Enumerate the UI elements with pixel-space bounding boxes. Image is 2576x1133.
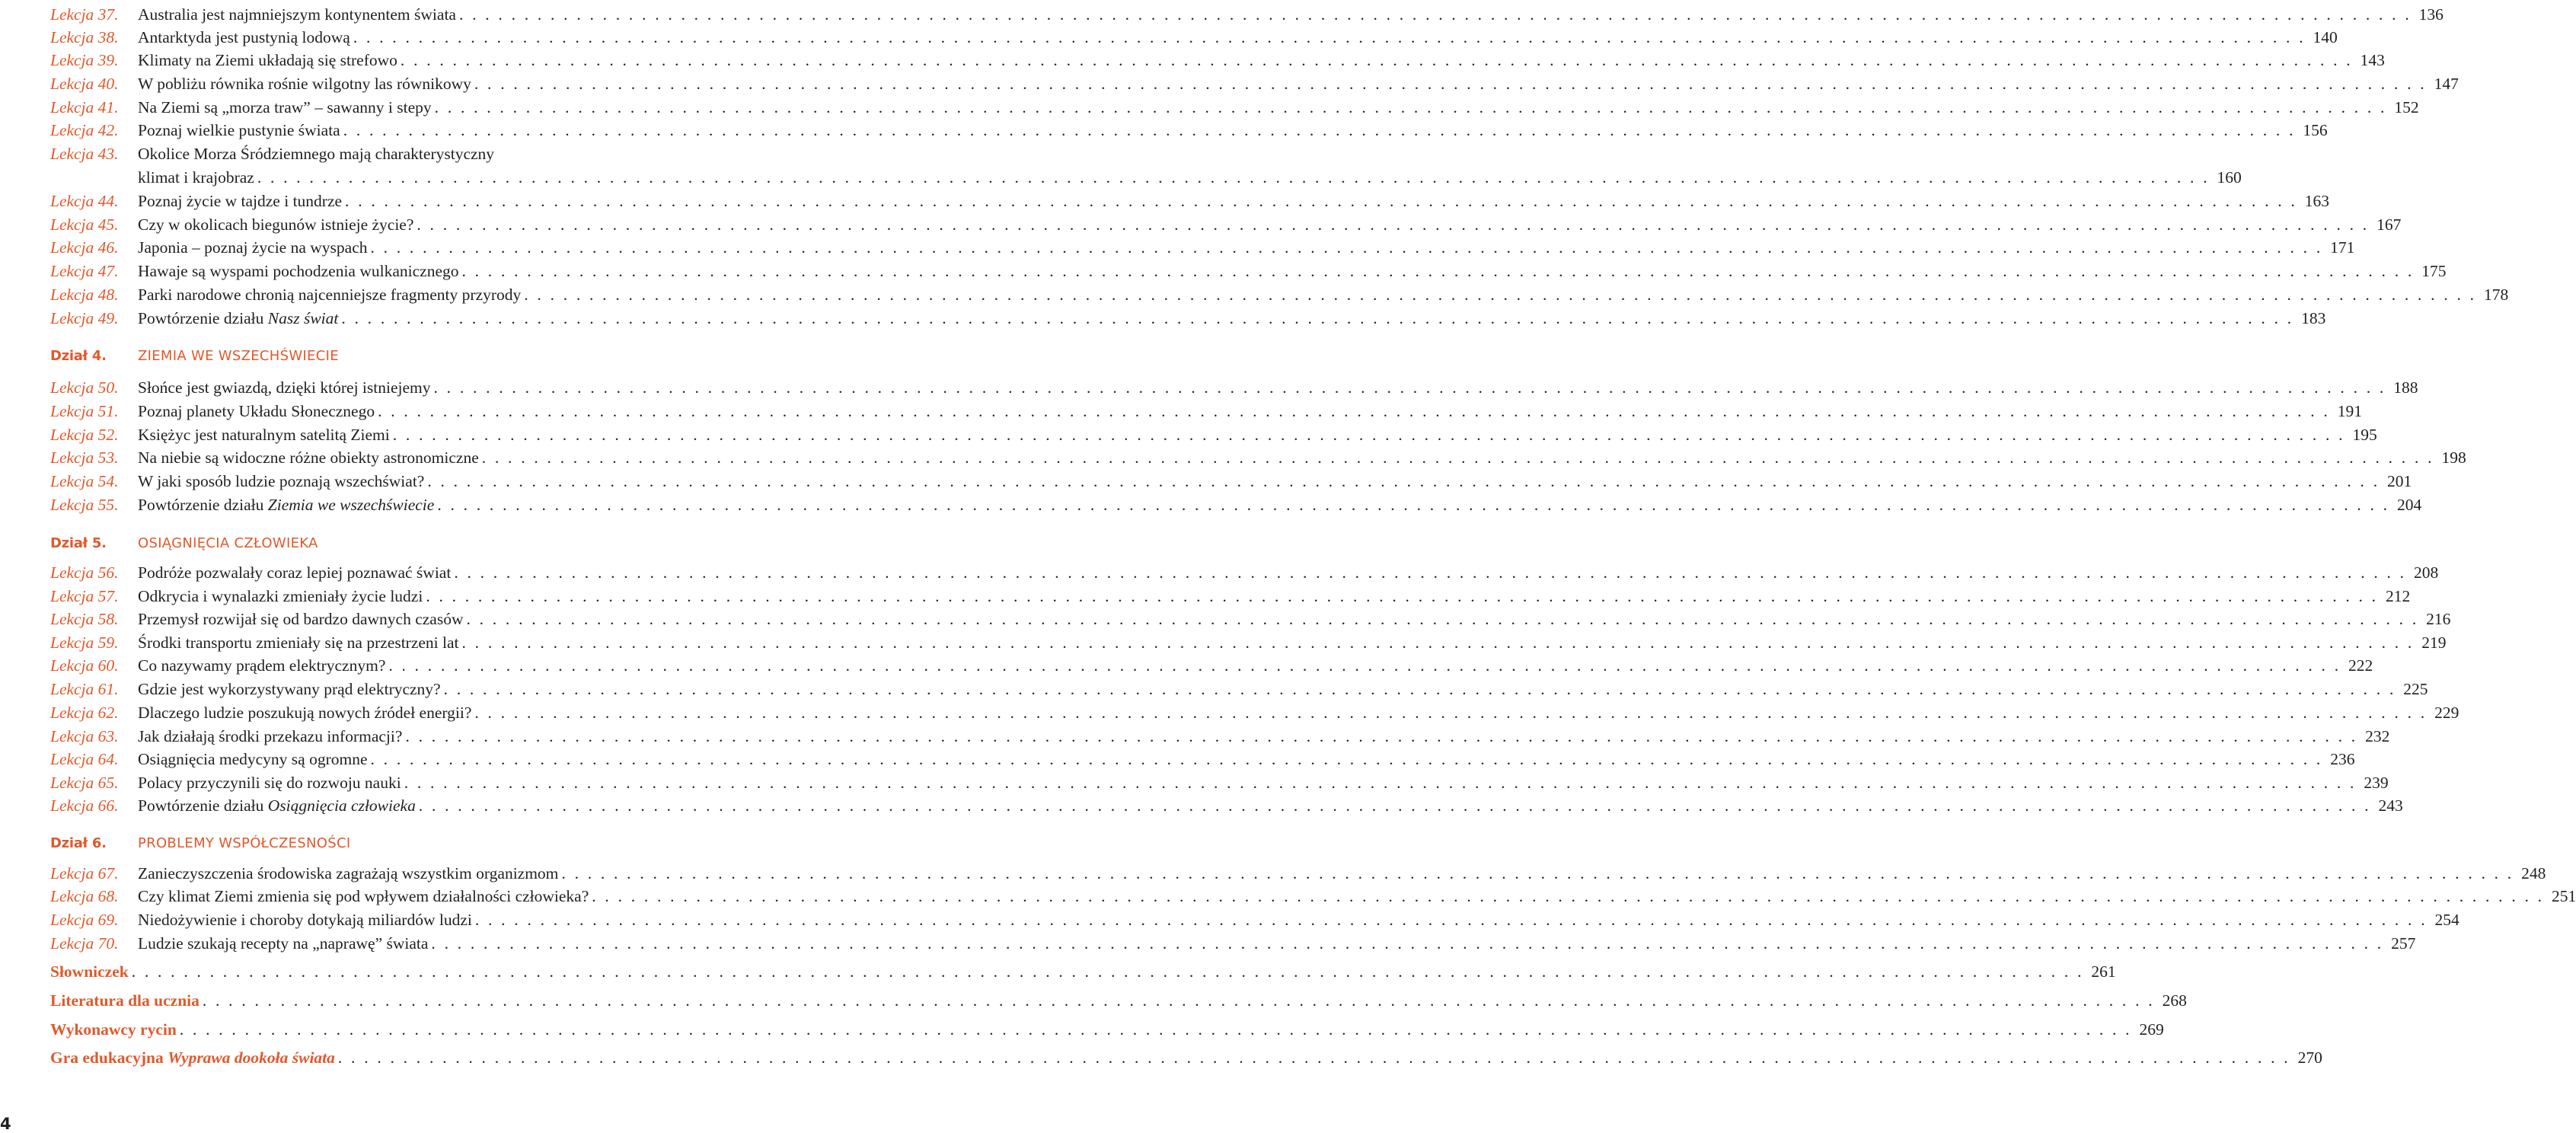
dot-leader: . . . . . . . . . . . . . . . . . . . . . . . . . . . . . . . . . . . . . . . . . . . . . . . . . . . . . . . . . . . . . . . . . . . . . . . . . . . . . . . . . . . . . . . . . . . . . . . . . . . . . . . . . . . . . . . . . . . . . . . . . . . . . . . . . . . . . . . . . . . . . . . . . . . . . . xyxy=(592,887,2545,905)
entry-line xyxy=(138,307,2326,330)
entry-title-text: Czy klimat Ziemi zmienia się pod wpływem działalności człowieka? xyxy=(138,887,589,905)
entry-line xyxy=(138,376,2418,399)
entry-title-text: Niedożywienie i choroby dotykają miliardów ludzi xyxy=(138,911,472,929)
dot-leader: . . . . . . . . . . . . . . . . . . . . . . . . . . . . . . . . . . . . . . . . . . . . . . . . . . . . . . . . . . . . . . . . . . . . . . . . . . . . . . . . . . . . . . . . . . . . . . . . . . . . . . . . . . . . . . . . . . . . . . . . . . . . . . . . . . . . . . . . . . . . . . . . . . . . . . xyxy=(400,51,2353,69)
dot-leader: . . . . . . . . . . . . . . . . . . . . . . . . . . . . . . . . . . . . . . . . . . . . . . . . . . . . . . . . . . . . . . . . . . . . . . . . . . . . . . . . . . . . . . . . . . . . . . . . . . . . . . . . . . . . . . . . . . . . . . . . . . . . . . . . . . . . . . . . . . . . . . . . . . . . . . xyxy=(343,121,2296,139)
entry-title-text: Literatura dla ucznia xyxy=(50,991,200,1010)
lesson-label: Lekcja 50. xyxy=(50,378,119,397)
page-ref: 188 xyxy=(2393,378,2418,397)
entry-title xyxy=(138,678,444,701)
entry-line xyxy=(138,561,2439,584)
entry-title-text: Australia jest najmniejszym kontynentem świata xyxy=(138,5,456,24)
page-ref: 216 xyxy=(2426,610,2451,628)
dot-leader: . . . . . . . . . . . . . . . . . . . . . . . . . . . . . . . . . . . . . . . . . . . . . . . . . . . . . . . . . . . . . . . . . . . . . . . . . . . . . . . . . . . . . . . . . . . . . . . . . . . . . . . . . . . . . . . . . . . . . . . . . . . . . . . . . . . . . . . . . . . . . . . . . . . . . . xyxy=(434,98,2387,116)
page-ref: 212 xyxy=(2386,587,2411,605)
toc-appendix-entry[interactable] xyxy=(50,960,2116,983)
page-ref: 204 xyxy=(2397,496,2422,514)
dot-leader: . . . . . . . . . . . . . . . . . . . . . . . . . . . . . . . . . . . . . . . . . . . . . . . . . . . . . . . . . . . . . . . . . . . . . . . . . . . . . . . . . . . . . . . . . . . . . . . . . . . . . . . . . . . . . . . . . . . . . . . . . . . . . . . . . . . . . . . . . . . . . . . . . . . . . . xyxy=(405,727,2358,745)
toc-entry[interactable] xyxy=(50,142,728,165)
page-ref: 222 xyxy=(2348,656,2373,675)
entry-title xyxy=(138,585,426,608)
entry-title-text: Na niebie są widoczne różne obiekty astronomiczne xyxy=(138,448,479,467)
entry-title xyxy=(50,1018,180,1041)
entry-title-text: Poznaj życie w tajdze i tundrze xyxy=(138,192,343,210)
entry-line xyxy=(138,166,2242,189)
entry-line xyxy=(138,585,2411,608)
entry-title xyxy=(138,701,474,724)
page-ref: 163 xyxy=(2304,192,2329,210)
dot-leader: . . . . . . . . . . . . . . . . . . . . . . . . . . . . . . . . . . . . . . . . . . . . . . . . . . . . . . . . . . . . . . . . . . . . . . . . . . . . . . . . . . . . . . . . . . . . . . . . . . . . . . . . . . . . . . . . . . . . . . . . . . . . . . . . . . . . . . . . . . . . . . . . . . . . . . xyxy=(561,864,2514,882)
entry-line xyxy=(50,1046,2322,1069)
section-title: OSIĄGNIĘCIA CZŁOWIEKA xyxy=(138,535,318,551)
toc-entry[interactable] xyxy=(50,400,2363,423)
entry-title-text: Co nazywamy prądem elektrycznym? xyxy=(138,656,386,675)
page-ref: 254 xyxy=(2434,911,2459,929)
entry-line xyxy=(138,862,2546,885)
page-ref: 270 xyxy=(2297,1048,2322,1067)
entry-line xyxy=(138,470,2412,493)
dot-leader: . . . . . . . . . . . . . . . . . . . . . . . . . . . . . . . . . . . . . . . . . . . . . . . . . . . . . . . . . . . . . . . . . . . . . . . . . . . . . . . . . . . . . . . . . . . . . . . . . . . . . . . . . . . . . . . . . . . . . . . . . . . . . . . . . . . . . . . . . . . . . . . . . . . . . . xyxy=(461,262,2415,280)
dot-leader: . . . . . . . . . . . . . . . . . . . . . . . . . . . . . . . . . . . . . . . . . . . . . . . . . . . . . . . . . . . . . . . . . . . . . . . . . . . . . . . . . . . . . . . . . . . . . . . . . . . . . . . . . . . . . . . . . . . . . . . . . . . . . . . . . . . . . . . . . . . . . . . . . . . . . . xyxy=(345,192,2297,210)
dot-leader: . . . . . . . . . . . . . . . . . . . . . . . . . . . . . . . . . . . . . . . . . . . . . . . . . . . . . . . . . . . . . . . . . . . . . . . . . . . . . . . . . . . . . . . . . . . . . . . . . . . . . . . . . . . . . . . . . . . . . . . . . . . . . . . . . . . . . . . . . . . . . . . . . . . . . . xyxy=(474,704,2428,722)
dot-leader: . . . . . . . . . . . . . . . . . . . . . . . . . . . . . . . . . . . . . . . . . . . . . . . . . . . . . . . . . . . . . . . . . . . . . . . . . . . . . . . . . . . . . . . . . . . . . . . . . . . . . . . . . . . . . . . . . . . . . . . . . . . . . . . . . . . . . . . . . . . . . . . . . . . . . . xyxy=(370,750,2323,768)
lesson-label: Lekcja 51. xyxy=(50,402,119,420)
lesson-label: Lekcja 65. xyxy=(50,774,119,792)
entry-title-text: Dlaczego ludzie poszukują nowych źródeł energii? xyxy=(138,704,472,722)
page-ref: 236 xyxy=(2330,750,2355,768)
lesson-label: Lekcja 61. xyxy=(50,680,119,698)
entry-line xyxy=(138,608,2451,630)
dot-leader: . . . . . . . . . . . . . . . . . . . . . . . . . . . . . . . . . . . . . . . . . . . . . . . . . . . . . . . . . . . . . . . . . . . . . . . . . . . . . . . . . . . . . . . . . . . . . . . . . . . . . . . . . . . . . . . . . . . . . . . . . . . . . . . . . . . . . . . . . . . . . . . . . . . . . . xyxy=(179,1020,2132,1039)
entry-title-text: Księżyc jest naturalnym satelitą Ziemi xyxy=(138,426,390,444)
lesson-label: Lekcja 38. xyxy=(50,28,119,46)
entry-title-text: Gdzie jest wykorzystywany prąd elektryczny? xyxy=(138,680,441,698)
dot-leader: . . . . . . . . . . . . . . . . . . . . . . . . . . . . . . . . . . . . . . . . . . . . . . . . . . . . . . . . . . . . . . . . . . . . . . . . . . . . . . . . . . . . . . . . . . . . . . . . . . . . . . . . . . . . . . . . . . . . . . . . . . . . . . . . . . . . . . . . . . . . . . . . . . . . . . xyxy=(378,402,2331,420)
entry-title xyxy=(138,260,462,282)
dot-leader: . . . . . . . . . . . . . . . . . . . . . . . . . . . . . . . . . . . . . . . . . . . . . . . . . . . . . . . . . . . . . . . . . . . . . . . . . . . . . . . . . . . . . . . . . . . . . . . . . . . . . . . . . . . . . . . . . . . . . . . . . . . . . . . . . . . . . . . . . . . . . . . . . . . . . . xyxy=(431,934,2384,953)
lesson-label: Lekcja 63. xyxy=(50,727,119,745)
lesson-label: Lekcja 66. xyxy=(50,796,119,815)
toc-entry[interactable] xyxy=(50,608,2451,630)
page-ref: 191 xyxy=(2337,402,2363,420)
entry-title xyxy=(138,446,482,469)
entry-line xyxy=(138,725,2390,748)
entry-title xyxy=(138,49,401,72)
entry-title xyxy=(50,1046,338,1069)
entry-title-text: Antarktyda jest pustynią lodową xyxy=(138,28,350,46)
lesson-label: Lekcja 37. xyxy=(50,5,119,24)
lesson-label: Lekcja 64. xyxy=(50,750,119,768)
entry-title xyxy=(138,190,345,212)
entry-line xyxy=(138,678,2428,701)
toc-entry[interactable] xyxy=(50,748,2355,771)
page-ref: 248 xyxy=(2521,864,2546,882)
entry-title xyxy=(138,3,459,26)
toc-entry[interactable] xyxy=(50,678,2428,701)
entry-title xyxy=(50,960,132,983)
toc-entry[interactable] xyxy=(50,561,2439,584)
entry-title xyxy=(138,748,371,771)
page-ref: 167 xyxy=(2376,215,2402,234)
entry-title xyxy=(138,771,404,794)
page-ref: 198 xyxy=(2441,448,2466,467)
toc-entry[interactable] xyxy=(50,213,2402,236)
entry-title xyxy=(138,932,431,955)
entry-line xyxy=(138,283,2509,306)
toc-entry[interactable] xyxy=(50,493,2422,516)
lesson-label: Lekcja 44. xyxy=(50,192,119,210)
toc-entry[interactable] xyxy=(50,794,2403,817)
dot-leader: . . . . . . . . . . . . . . . . . . . . . . . . . . . . . . . . . . . . . . . . . . . . . . . . . . . . . . . . . . . . . . . . . . . . . . . . . . . . . . . . . . . . . . . . . . . . . . . . . . . . . . . . . . . . . . . . . . . . . . . . . . . . . . . . . . . . . . . . . . . . . . . . . . . . . . xyxy=(433,378,2386,397)
toc-entry[interactable] xyxy=(50,96,2419,119)
entry-title-text: Ludzie szukają recepty na „naprawę” świata xyxy=(138,934,429,953)
dot-leader: . . . . . . . . . . . . . . . . . . . . . . . . . . . . . . . . . . . . . . . . . . . . . . . . . . . . . . . . . . . . . . . . . . . . . . . . . . . . . . . . . . . . . . . . . . . . . . . . . . . . . . . . . . . . . . . . . . . . . . . . . . . . . . . . . . . . . . . . . . . . . . . . . . . . . . xyxy=(524,286,2477,304)
toc-appendix-entry[interactable] xyxy=(50,1018,2164,1041)
lesson-label: Lekcja 59. xyxy=(50,634,119,652)
toc-appendix-entry[interactable] xyxy=(50,1046,2322,1069)
toc-entry[interactable] xyxy=(50,725,2390,748)
toc-entry[interactable] xyxy=(50,701,2459,724)
page-number: 4 xyxy=(0,1115,11,1133)
section-heading xyxy=(50,832,728,855)
entry-title xyxy=(138,608,466,630)
dot-leader: . . . . . . . . . . . . . . . . . . . . . . . . . . . . . . . . . . . . . . . . . . . . . . . . . . . . . . . . . . . . . . . . . . . . . . . . . . . . . . . . . . . . . . . . . . . . . . . . . . . . . . . . . . . . . . . . . . . . . . . . . . . . . . . . . . . . . . . . . . . . . . . . . . . . . . xyxy=(481,448,2434,467)
lesson-label: Lekcja 55. xyxy=(50,496,119,514)
lesson-label: Lekcja 58. xyxy=(50,610,119,628)
dot-leader: . . . . . . . . . . . . . . . . . . . . . . . . . . . . . . . . . . . . . . . . . . . . . . . . . . . . . . . . . . . . . . . . . . . . . . . . . . . . . . . . . . . . . . . . . . . . . . . . . . . . . . . . . . . . . . . . . . . . . . . . . . . . . . . . . . . . . . . . . . . . . . . . . . . . . . xyxy=(202,991,2155,1010)
entry-line xyxy=(138,885,2576,908)
entry-title-text: Klimaty na Ziemi układają się strefowo xyxy=(138,51,397,69)
entry-line xyxy=(138,400,2363,423)
lesson-label: Lekcja 41. xyxy=(50,98,119,116)
lesson-label: Lekcja 62. xyxy=(50,704,119,722)
lesson-label: Lekcja 52. xyxy=(50,426,119,444)
entry-title xyxy=(138,631,462,654)
entry-title-text: Wykonawcy rycin xyxy=(50,1020,177,1039)
entry-title-text: Słońce jest gwiazdą, dzięki której istniejemy xyxy=(138,378,431,397)
toc-entry[interactable] xyxy=(50,72,2459,95)
entry-title xyxy=(138,561,454,584)
lesson-label: Lekcja 60. xyxy=(50,656,119,675)
entry-title-text: Czy w okolicach biegunów istnieje życie? xyxy=(138,215,414,234)
entry-title-text: Zanieczyszczenia środowiska zagrażają wszystkim organizmom xyxy=(138,864,559,882)
dot-leader: . . . . . . . . . . . . . . . . . . . . . . . . . . . . . . . . . . . . . . . . . . . . . . . . . . . . . . . . . . . . . . . . . . . . . . . . . . . . . . . . . . . . . . . . . . . . . . . . . . . . . . . . . . . . . . . . . . . . . . . . . . . . . . . . . . . . . . . . . . . . . . . . . . . . . . xyxy=(461,634,2415,652)
toc-entry[interactable] xyxy=(50,932,2416,955)
entry-title xyxy=(138,166,257,189)
entry-title-italic: Nasz świat xyxy=(267,309,339,327)
toc-entry[interactable] xyxy=(50,49,2385,72)
dot-leader: . . . . . . . . . . . . . . . . . . . . . . . . . . . . . . . . . . . . . . . . . . . . . . . . . . . . . . . . . . . . . . . . . . . . . . . . . . . . . . . . . . . . . . . . . . . . . . . . . . . . . . . . . . . . . . . . . . . . . . . . . . . . . . . . . . . . . . . . . . . . . . . . . . . . . . xyxy=(454,563,2407,582)
entry-title xyxy=(138,470,427,493)
toc-entry[interactable] xyxy=(50,885,2576,908)
page-ref: 171 xyxy=(2330,238,2355,257)
dot-leader: . . . . . . . . . . . . . . . . . . . . . . . . . . . . . . . . . . . . . . . . . . . . . . . . . . . . . . . . . . . . . . . . . . . . . . . . . . . . . . . . . . . . . . . . . . . . . . . . . . . . . . . . . . . . . . . . . . . . . . . . . . . . . . . . . . . . . . . . . . . . . . . . . . . . . . xyxy=(474,75,2427,93)
section-heading xyxy=(50,532,728,555)
page-ref: 225 xyxy=(2403,680,2428,698)
lesson-label: Lekcja 54. xyxy=(50,472,119,490)
entry-title xyxy=(138,654,388,677)
toc-entry[interactable] xyxy=(50,376,2418,399)
entry-line xyxy=(138,96,2419,119)
entry-title-text: Gra edukacyjna xyxy=(50,1048,168,1067)
dot-leader: . . . . . . . . . . . . . . . . . . . . . . . . . . . . . . . . . . . . . . . . . . . . . . . . . . . . . . . . . . . . . . . . . . . . . . . . . . . . . . . . . . . . . . . . . . . . . . . . . . . . . . . . . . . . . . . . . . . . . . . . . . . . . . . . . . . . . . . . . . . . . . . . . . . . . . xyxy=(392,426,2345,444)
entry-title-text: Podróże pozwalały coraz lepiej poznawać świat xyxy=(138,563,452,582)
entry-title xyxy=(138,376,434,399)
dot-leader: . . . . . . . . . . . . . . . . . . . . . . . . . . . . . . . . . . . . . . . . . . . . . . . . . . . . . . . . . . . . . . . . . . . . . . . . . . . . . . . . . . . . . . . . . . . . . . . . . . . . . . . . . . . . . . . . . . . . . . . . . . . . . . . . . . . . . . . . . . . . . . . . . . . . . . xyxy=(427,472,2380,490)
lesson-label: Lekcja 42. xyxy=(50,121,119,139)
toc-appendix-entry[interactable] xyxy=(50,989,2187,1012)
section-label: Dział 5. xyxy=(50,535,107,551)
lesson-label: Lekcja 45. xyxy=(50,215,119,234)
entry-line xyxy=(50,989,2187,1012)
lesson-label: Lekcja 43. xyxy=(50,145,119,163)
dot-leader: . . . . . . . . . . . . . . . . . . . . . . . . . . . . . . . . . . . . . . . . . . . . . . . . . . . . . . . . . . . . . . . . . . . . . . . . . . . . . . . . . . . . . . . . . . . . . . . . . . . . . . . . . . . . . . . . . . . . . . . . . . . . . . . . . . . . . . . . . . . . . . . . . . . . . . xyxy=(353,28,2306,46)
entry-title xyxy=(138,142,497,165)
toc-entry[interactable] xyxy=(50,119,2328,142)
page-ref: 269 xyxy=(2139,1020,2164,1039)
dot-leader: . . . . . . . . . . . . . . . . . . . . . . . . . . . . . . . . . . . . . . . . . . . . . . . . . . . . . . . . . . . . . . . . . . . . . . . . . . . . . . . . . . . . . . . . . . . . . . . . . . . . . . . . . . . . . . . . . . . . . . . . . . . . . . . . . . . . . . . . . . . . . . . . . . . . . . xyxy=(418,796,2371,815)
entry-line xyxy=(50,960,2116,983)
lesson-label: Lekcja 39. xyxy=(50,51,119,69)
entry-title xyxy=(138,725,405,748)
entry-line xyxy=(138,49,2385,72)
lesson-label: Lekcja 48. xyxy=(50,286,119,304)
lesson-label: Lekcja 53. xyxy=(50,448,119,467)
entry-title xyxy=(138,26,353,49)
toc-entry[interactable] xyxy=(50,190,2329,212)
entry-title xyxy=(138,908,475,931)
entry-title xyxy=(138,493,437,516)
entry-title-text: Japonia – poznaj życie na wyspach xyxy=(138,238,368,257)
entry-title-text: Powtórzenie działu xyxy=(138,309,268,327)
page-ref: 229 xyxy=(2434,704,2459,722)
dot-leader: . . . . . . . . . . . . . . . . . . . . . . . . . . . . . . . . . . . . . . . . . . . . . . . . . . . . . . . . . . . . . . . . . . . . . . . . . . . . . . . . . . . . . . . . . . . . . . . . . . . . . . . . . . . . . . . . . . . . . . . . . . . . . . . . . . . . . . . . . . . . . . . . . . . . . . xyxy=(474,911,2428,929)
page-ref: 152 xyxy=(2394,98,2419,116)
entry-title-text: Powtórzenie działu xyxy=(138,496,268,514)
page-ref: 147 xyxy=(2434,75,2459,93)
dot-leader: . . . . . . . . . . . . . . . . . . . . . . . . . . . . . . . . . . . . . . . . . . . . . . . . . . . . . . . . . . . . . . . . . . . . . . . . . . . . . . . . . . . . . . . . . . . . . . . . . . . . . . . . . . . . . . . . . . . . . . . . . . . . . . . . . . . . . . . . . . . . . . . . . . . . . . xyxy=(466,610,2419,628)
entry-line xyxy=(138,423,2377,446)
lesson-label: Lekcja 56. xyxy=(50,563,119,582)
page-ref: 156 xyxy=(2303,121,2328,139)
entry-line xyxy=(138,3,2444,26)
dot-leader: . . . . . . . . . . . . . . . . . . . . . . . . . . . . . . . . . . . . . . . . . . . . . . . . . . . . . . . . . . . . . . . . . . . . . . . . . . . . . . . . . . . . . . . . . . . . . . . . . . . . . . . . . . . . . . . . . . . . . . . . . . . . . . . . . . . . . . . . . . . . . . . . . . . . . . xyxy=(443,680,2396,698)
entry-title xyxy=(138,283,524,306)
lesson-label: Lekcja 40. xyxy=(50,75,119,93)
entry-line xyxy=(138,654,2373,677)
lesson-label: Lekcja 70. xyxy=(50,934,119,953)
dot-leader: . . . . . . . . . . . . . . . . . . . . . . . . . . . . . . . . . . . . . . . . . . . . . . . . . . . . . . . . . . . . . . . . . . . . . . . . . . . . . . . . . . . . . . . . . . . . . . . . . . . . . . . . . . . . . . . . . . . . . . . . . . . . . . . . . . . . . . . . . . . . . . . . . . . . . . xyxy=(437,496,2390,514)
entry-title-text: Przemysł rozwijał się od bardzo dawnych czasów xyxy=(138,610,464,628)
section-title: PROBLEMY WSPÓŁCZESNOŚCI xyxy=(138,835,351,851)
entry-title-text: W jaki sposób ludzie poznają wszechświat? xyxy=(138,472,425,490)
entry-title-text: Okolice Morza Śródziemnego mają charakterystyczny xyxy=(138,145,495,163)
entry-title xyxy=(138,423,393,446)
entry-line xyxy=(138,213,2402,236)
entry-line xyxy=(138,26,2338,49)
lesson-label: Lekcja 68. xyxy=(50,887,119,905)
entry-title-text: klimat i krajobraz xyxy=(138,168,254,187)
lesson-label: Lekcja 57. xyxy=(50,587,119,605)
page-ref: 219 xyxy=(2421,634,2447,652)
lesson-label: Lekcja 67. xyxy=(50,864,119,882)
entry-title xyxy=(138,213,417,236)
entry-title xyxy=(138,400,378,423)
entry-line xyxy=(138,142,728,165)
entry-title-text: W pobliżu równika rośnie wilgotny las równikowy xyxy=(138,75,471,93)
toc-entry[interactable] xyxy=(50,771,2389,794)
dot-leader: . . . . . . . . . . . . . . . . . . . . . . . . . . . . . . . . . . . . . . . . . . . . . . . . . . . . . . . . . . . . . . . . . . . . . . . . . . . . . . . . . . . . . . . . . . . . . . . . . . . . . . . . . . . . . . . . . . . . . . . . . . . . . . . . . . . . . . . . . . . . . . . . . . . . . . xyxy=(370,238,2323,257)
entry-title-text: Polacy przyczynili się do rozwoju nauki xyxy=(138,774,401,792)
toc-entry[interactable] xyxy=(50,26,2338,49)
page-ref: 143 xyxy=(2360,51,2385,69)
entry-title xyxy=(138,885,592,908)
entry-title xyxy=(138,236,370,259)
entry-title-text: Hawaje są wyspami pochodzenia wulkanicznego xyxy=(138,262,459,280)
dot-leader: . . . . . . . . . . . . . . . . . . . . . . . . . . . . . . . . . . . . . . . . . . . . . . . . . . . . . . . . . . . . . . . . . . . . . . . . . . . . . . . . . . . . . . . . . . . . . . . . . . . . . . . . . . . . . . . . . . . . . . . . . . . . . . . . . . . . . . . . . . . . . . . . . . . . . . xyxy=(341,309,2294,327)
page-ref: 251 xyxy=(2551,887,2576,905)
entry-title-text: Środki transportu zmieniały się na przestrzeni lat xyxy=(138,634,459,652)
toc-entry[interactable] xyxy=(50,585,2411,608)
dot-leader: . . . . . . . . . . . . . . . . . . . . . . . . . . . . . . . . . . . . . . . . . . . . . . . . . . . . . . . . . . . . . . . . . . . . . . . . . . . . . . . . . . . . . . . . . . . . . . . . . . . . . . . . . . . . . . . . . . . . . . . . . . . . . . . . . . . . . . . . . . . . . . . . . . . . . . xyxy=(404,774,2357,792)
entry-line xyxy=(138,748,2355,771)
entry-line xyxy=(138,908,2459,931)
page-ref: 243 xyxy=(2378,796,2403,815)
page-ref: 261 xyxy=(2091,962,2116,981)
page-ref: 257 xyxy=(2391,934,2416,953)
entry-title xyxy=(138,119,343,142)
dot-leader: . . . . . . . . . . . . . . . . . . . . . . . . . . . . . . . . . . . . . . . . . . . . . . . . . . . . . . . . . . . . . . . . . . . . . . . . . . . . . . . . . . . . . . . . . . . . . . . . . . . . . . . . . . . . . . . . . . . . . . . . . . . . . . . . . . . . . . . . . . . . . . . . . . . . . . xyxy=(458,5,2412,24)
toc-entry[interactable] xyxy=(50,423,2377,446)
entry-line xyxy=(138,932,2416,955)
entry-title-italic: Osiągnięcia człowieka xyxy=(267,796,416,815)
entry-line xyxy=(138,446,2466,469)
toc-entry[interactable] xyxy=(50,631,2447,654)
toc-entry[interactable] xyxy=(50,166,2242,189)
page-ref: 160 xyxy=(2217,168,2242,187)
entry-title xyxy=(138,862,561,885)
entry-line xyxy=(138,631,2447,654)
toc-entry[interactable] xyxy=(50,3,2444,26)
entry-title-italic: Ziemia we wszechświecie xyxy=(267,496,435,514)
page-ref: 136 xyxy=(2418,5,2444,24)
entry-title xyxy=(138,794,419,817)
entry-title-text: Parki narodowe chronią najcenniejsze fragmenty przyrody xyxy=(138,286,522,304)
section-label: Dział 6. xyxy=(50,835,107,851)
entry-title xyxy=(138,96,435,119)
entry-title-text: Powtórzenie działu xyxy=(138,796,268,815)
entry-line xyxy=(138,771,2389,794)
lesson-label: Lekcja 46. xyxy=(50,238,119,257)
toc-entry[interactable] xyxy=(50,283,2509,306)
entry-line xyxy=(138,493,2422,516)
entry-title-text: Osiągnięcia medycyny są ogromne xyxy=(138,750,368,768)
page-ref: 140 xyxy=(2313,28,2338,46)
entry-title-text: Słowniczek xyxy=(50,962,129,981)
entry-title-text: Jak działają środki przekazu informacji? xyxy=(138,727,403,745)
lesson-label: Lekcja 69. xyxy=(50,911,119,929)
dot-leader: . . . . . . . . . . . . . . . . . . . . . . . . . . . . . . . . . . . . . . . . . . . . . . . . . . . . . . . . . . . . . . . . . . . . . . . . . . . . . . . . . . . . . . . . . . . . . . . . . . . . . . . . . . . . . . . . . . . . . . . . . . . . . . . . . . . . . . . . . . . . . . . . . . . . . . xyxy=(131,962,2084,981)
entry-title xyxy=(50,989,203,1012)
lesson-label: Lekcja 47. xyxy=(50,262,119,280)
entry-line xyxy=(50,1018,2164,1041)
toc-entry[interactable] xyxy=(50,446,2466,469)
page-ref: 239 xyxy=(2364,774,2389,792)
page-ref: 232 xyxy=(2365,727,2390,745)
dot-leader: . . . . . . . . . . . . . . . . . . . . . . . . . . . . . . . . . . . . . . . . . . . . . . . . . . . . . . . . . . . . . . . . . . . . . . . . . . . . . . . . . . . . . . . . . . . . . . . . . . . . . . . . . . . . . . . . . . . . . . . . . . . . . . . . . . . . . . . . . . . . . . . . . . . . . . xyxy=(257,168,2210,187)
toc-entry[interactable] xyxy=(50,260,2447,282)
entry-line xyxy=(138,701,2459,724)
toc-entry[interactable] xyxy=(50,862,2546,885)
lesson-label: Lekcja 49. xyxy=(50,309,119,327)
page-ref: 208 xyxy=(2414,563,2439,582)
entry-title-text: Poznaj wielkie pustynie świata xyxy=(138,121,340,139)
entry-line xyxy=(138,236,2355,259)
entry-line xyxy=(138,794,2403,817)
entry-title xyxy=(138,307,341,330)
entry-line xyxy=(138,72,2459,95)
toc-entry[interactable] xyxy=(50,654,2373,677)
page-ref: 175 xyxy=(2421,262,2447,280)
entry-line xyxy=(138,190,2329,212)
page-ref: 183 xyxy=(2301,309,2326,327)
entry-title-italic: Wyprawa dookoła świata xyxy=(168,1048,335,1067)
toc-entry[interactable] xyxy=(50,908,2459,931)
section-title: ZIEMIA WE WSZECHŚWIECIE xyxy=(138,348,339,364)
toc-entry[interactable] xyxy=(50,470,2412,493)
dot-leader: . . . . . . . . . . . . . . . . . . . . . . . . . . . . . . . . . . . . . . . . . . . . . . . . . . . . . . . . . . . . . . . . . . . . . . . . . . . . . . . . . . . . . . . . . . . . . . . . . . . . . . . . . . . . . . . . . . . . . . . . . . . . . . . . . . . . . . . . . . . . . . . . . . . . . . xyxy=(337,1048,2290,1067)
page-ref: 178 xyxy=(2483,286,2509,304)
section-label: Dział 4. xyxy=(50,348,107,364)
entry-line xyxy=(138,260,2447,282)
section-heading xyxy=(50,345,728,368)
dot-leader: . . . . . . . . . . . . . . . . . . . . . . . . . . . . . . . . . . . . . . . . . . . . . . . . . . . . . . . . . . . . . . . . . . . . . . . . . . . . . . . . . . . . . . . . . . . . . . . . . . . . . . . . . . . . . . . . . . . . . . . . . . . . . . . . . . . . . . . . . . . . . . . . . . . . . . xyxy=(417,215,2370,234)
toc-entry[interactable] xyxy=(50,307,2326,330)
page-ref: 268 xyxy=(2162,991,2187,1010)
dot-leader: . . . . . . . . . . . . . . . . . . . . . . . . . . . . . . . . . . . . . . . . . . . . . . . . . . . . . . . . . . . . . . . . . . . . . . . . . . . . . . . . . . . . . . . . . . . . . . . . . . . . . . . . . . . . . . . . . . . . . . . . . . . . . . . . . . . . . . . . . . . . . . . . . . . . . . xyxy=(388,656,2341,675)
page-ref: 195 xyxy=(2352,426,2377,444)
entry-title-text: Odkrycia i wynalazki zmieniały życie ludzi xyxy=(138,587,423,605)
entry-title xyxy=(138,72,474,95)
entry-line xyxy=(138,119,2328,142)
toc-entry[interactable] xyxy=(50,236,2355,259)
page-ref: 201 xyxy=(2387,472,2412,490)
entry-title-text: Na Ziemi są „morza traw” – sawanny i stepy xyxy=(138,98,432,116)
dot-leader: . . . . . . . . . . . . . . . . . . . . . . . . . . . . . . . . . . . . . . . . . . . . . . . . . . . . . . . . . . . . . . . . . . . . . . . . . . . . . . . . . . . . . . . . . . . . . . . . . . . . . . . . . . . . . . . . . . . . . . . . . . . . . . . . . . . . . . . . . . . . . . . . . . . . . . xyxy=(426,587,2379,605)
entry-title-text: Poznaj planety Układu Słonecznego xyxy=(138,402,375,420)
